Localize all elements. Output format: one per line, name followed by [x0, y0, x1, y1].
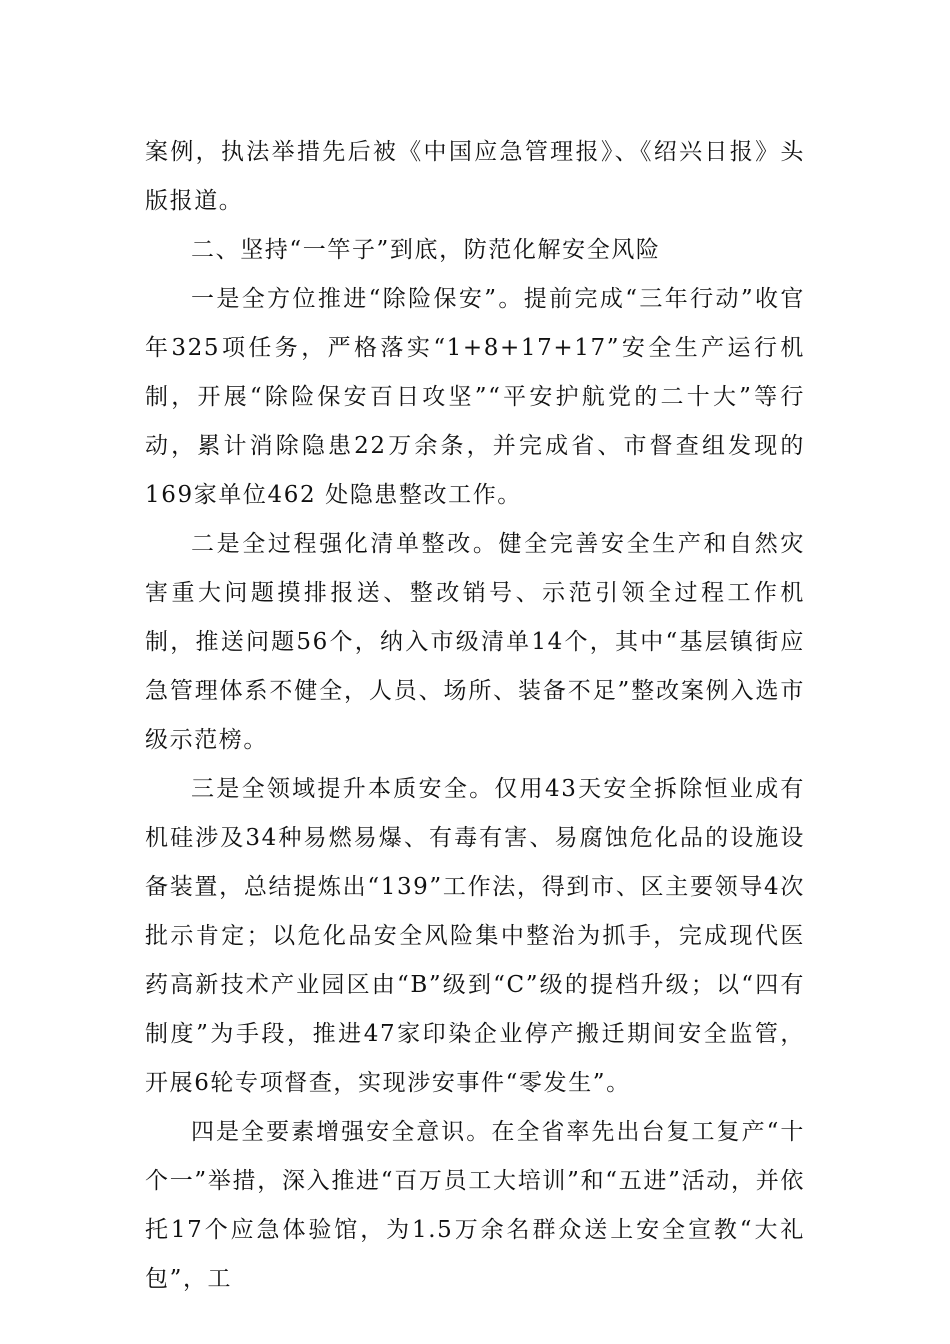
section-heading: 二、坚持“一竿子”到底，防范化解安全风险 [191, 237, 661, 263]
paragraph-item-2: 二是全过程强化清单整改。健全完善安全生产和自然灾害重大问题摸排报送、整改销号、示范引领全过程工作机制，推送问题56个，纳入市级清单14个，其中“基层镇街应急管理体系不健全，人员、场所、装备不足”整改案例入选市级示范榜。 [145, 531, 805, 753]
paragraph-item-4: 四是全要素增强安全意识。在全省率先出台复工复产“十个一”举措，深入推进“百万员工大培训”和“五进”活动，并依托17个应急体验馆，为1.5万余名群众送上安全宣教“大礼包”，工 [145, 1119, 805, 1292]
document-body [145, 128, 805, 1304]
paragraph-item-3: 三是全领域提升本质安全。仅用43天安全拆除恒业成有机硅涉及34种易燃易爆、有毒有害、易腐蚀危化品的设施设备装置，总结提炼出“139”工作法，得到市、区主要领导4次批示肯定；以危化品安全风险集中整治为抓手，完成现代医药高新技术产业园区由“B”级到“C”级的提档升级；以“四有制度”为手段，推进47家印染企业停产搬迁期间安全监管，开展6轮专项督查，实现涉安事件“零发生”。 [145, 776, 805, 1096]
paragraph-item-1: 一是全方位推进“除险保安”。提前完成“三年行动”收官年325项任务，严格落实“1+8+17+17”安全生产运行机制，开展“除险保安百日攻坚”“平安护航党的二十大”等行动，累计消除隐患22万余条，并完成省、市督查组发现的169家单位462 处隐患整改工作。 [145, 286, 805, 508]
paragraph-continued: 案例，执法举措先后被《中国应急管理报》、《绍兴日报》头版报道。 [145, 139, 805, 214]
